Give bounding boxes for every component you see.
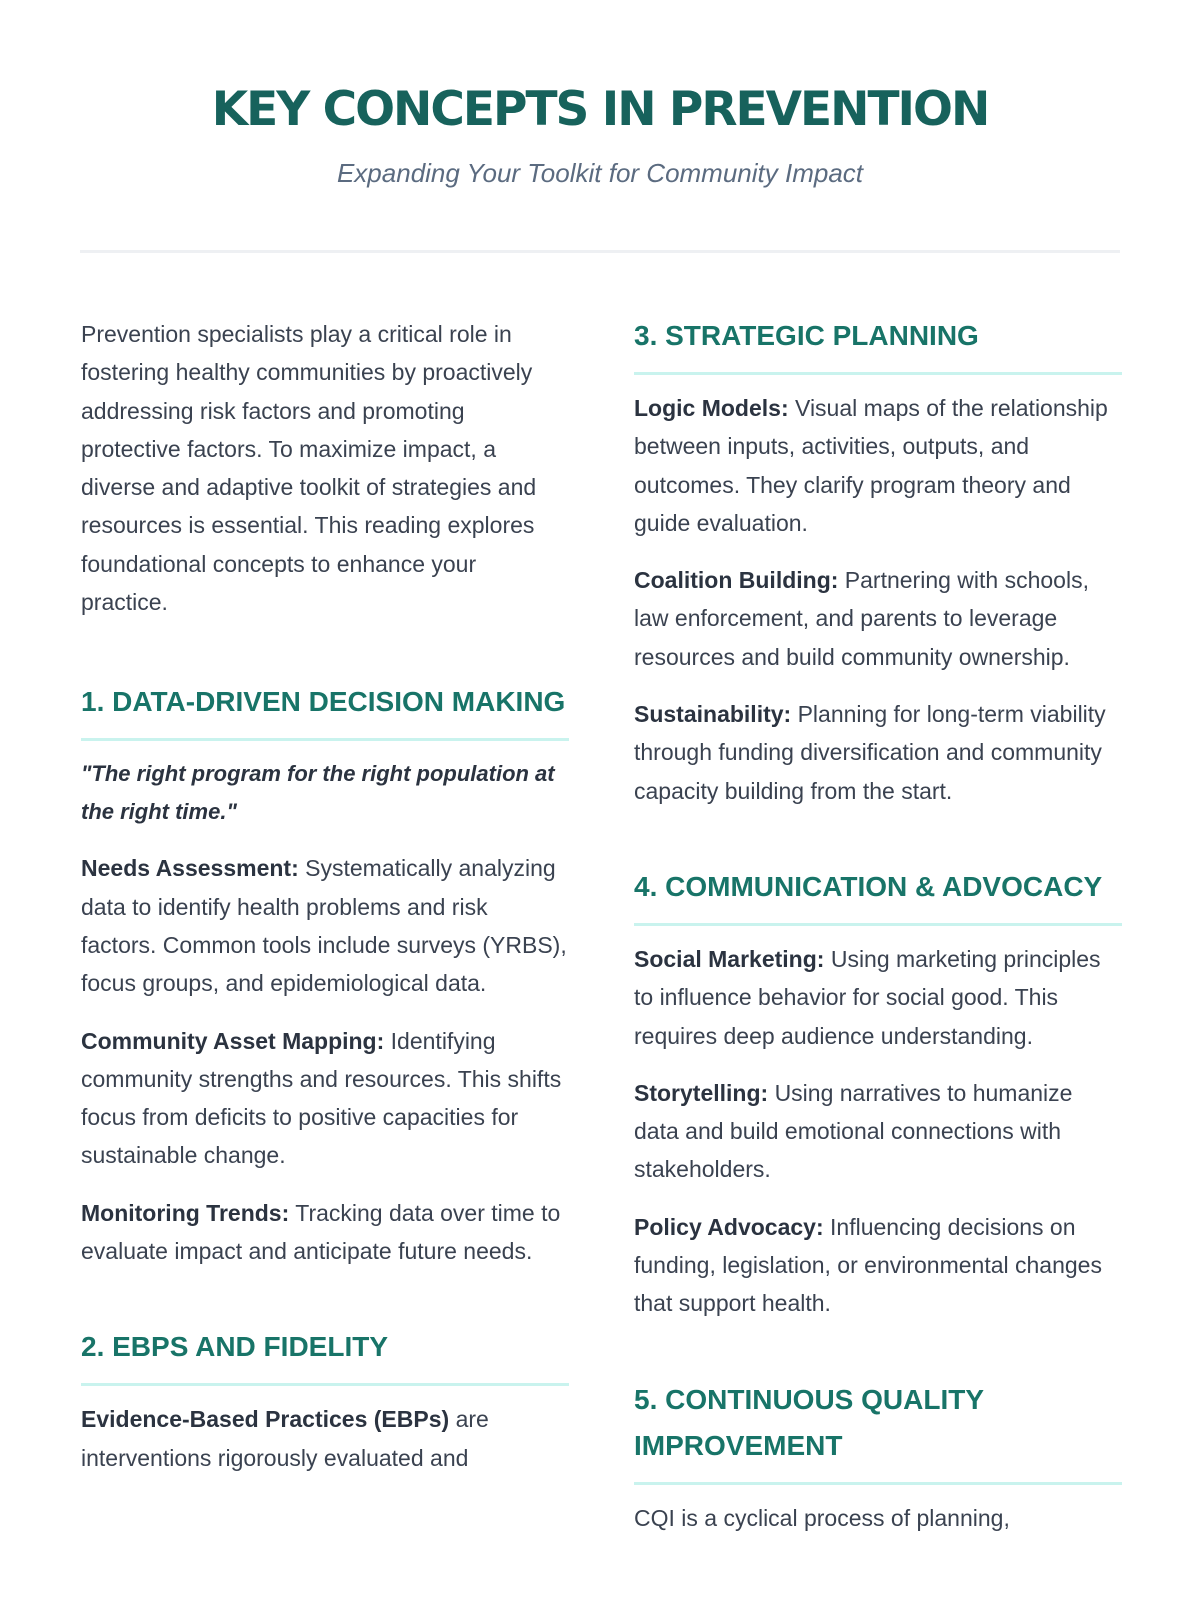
- concept-term: Coalition Building:: [634, 567, 839, 594]
- concept-text: Tracking data over time to evaluate impact and anticipate future needs.: [81, 1199, 561, 1265]
- concept-ebps: [81, 1400, 569, 1477]
- concept-social-marketing: [634, 940, 1122, 1055]
- concept-term: Social Marketing:: [634, 945, 825, 972]
- concept-text: Influencing decisions on funding, legislation, or environmental changes that support health.: [634, 1213, 1102, 1317]
- concept-sustainability: [634, 695, 1122, 810]
- left-column: [81, 315, 569, 1496]
- concept-term: Needs Assessment:: [81, 855, 299, 882]
- section-heading-data-driven: 1. DATA-DRIVEN DECISION MAKING: [81, 679, 569, 741]
- concept-needs-assessment: [81, 849, 569, 1002]
- concept-term: Policy Advocacy:: [634, 1213, 824, 1240]
- cqi-intro: CQI is a cyclical process of planning,: [634, 1504, 1010, 1531]
- concept-text: Planning for long-term viability through funding diversification and community capacity building from the start.: [634, 701, 1106, 804]
- concept-term: Evidence-Based Practices (EBPs): [81, 1406, 450, 1433]
- concept-text: Using narratives to humanize data and build emotional connections with stakeholders.: [634, 1079, 1073, 1183]
- section-heading-strategic-planning: 3. STRATEGIC PLANNING: [634, 313, 1122, 375]
- concept-asset-mapping: [81, 1022, 569, 1175]
- right-column: [634, 315, 1122, 1556]
- concept-storytelling: [634, 1074, 1122, 1189]
- concept-monitoring-trends: [81, 1194, 569, 1271]
- intro-paragraph: Prevention specialists play a critical role in fostering healthy communities by proactively addressing risk factors and promoting protective factors. To maximize impact, a diverse and adaptive toolkit of strategies and resources is essential. This reading explores foundational concepts to enhance your practice.: [81, 321, 537, 616]
- concept-coalition-building: [634, 561, 1122, 676]
- concept-term: Sustainability:: [634, 701, 792, 728]
- section-heading-ebps: 2. EBPS AND FIDELITY: [81, 1324, 569, 1386]
- concept-policy-advocacy: [634, 1208, 1122, 1323]
- concept-text: Systematically analyzing data to identify health problems and risk factors. Common tools include surveys (YRBS), focus groups, and epidemiological data.: [81, 855, 567, 997]
- concept-text: Identifying community strengths and resources. This shifts focus from deficits to positive capacities for sustainable change.: [81, 1027, 562, 1169]
- page-header: [80, 0, 1120, 253]
- concept-term: Monitoring Trends:: [81, 1199, 290, 1226]
- concept-text: are interventions rigorously evaluated and: [81, 1406, 489, 1471]
- concept-term: Community Asset Mapping:: [81, 1027, 385, 1054]
- concept-text: Visual maps of the relationship between inputs, activities, outputs, and outcomes. They clarify program theory and guide evaluation.: [634, 395, 1108, 536]
- page-title: KEY CONCEPTS IN PREVENTION: [211, 82, 989, 137]
- section-heading-communication: 4. COMMUNICATION & ADVOCACY: [634, 864, 1122, 926]
- section-quote: "The right program for the right population at the right time.": [81, 761, 555, 825]
- concept-text: Partnering with schools, law enforcement, and parents to leverage resources and build community ownership.: [634, 567, 1089, 670]
- concept-logic-models: [634, 389, 1122, 542]
- concept-term: Logic Models:: [634, 395, 789, 421]
- section-heading-cqi: 5. CONTINUOUS QUALITY IMPROVEMENT: [634, 1377, 1122, 1485]
- concept-text: Using marketing principles to influence behavior for social good. This requires deep audience understanding.: [634, 945, 1101, 1049]
- concept-term: Storytelling:: [634, 1079, 769, 1106]
- page-subtitle: Expanding Your Toolkit for Community Impact: [336, 158, 864, 188]
